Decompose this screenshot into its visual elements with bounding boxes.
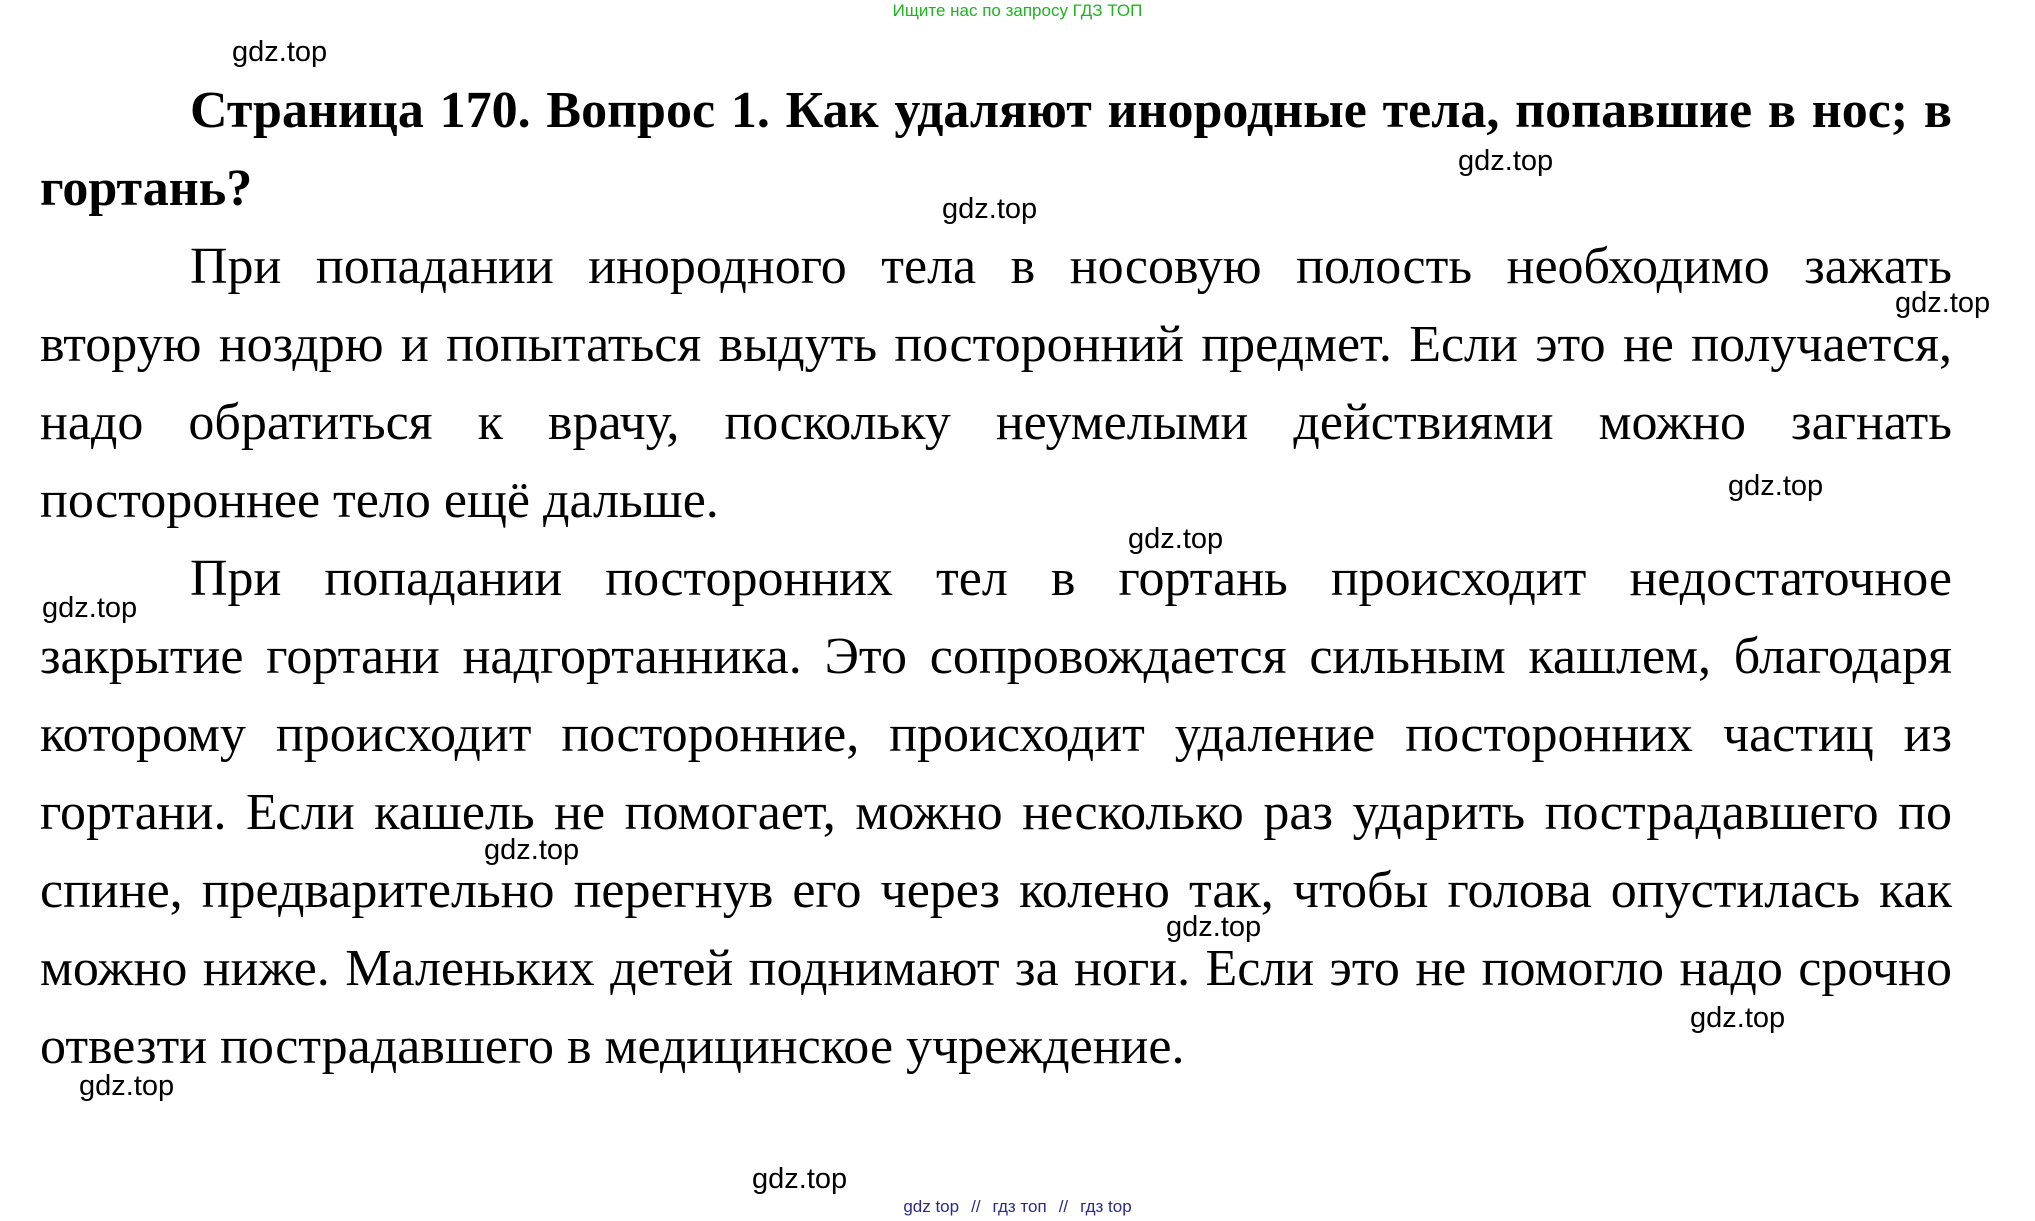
footer-links bbox=[0, 1196, 2035, 1218]
answer-paragraph-1: При попадании инородного тела в носовую полость необходимо зажать вторую ноздрю и попытаться выдуть посторонний предмет. Если это не получается, надо обратиться к врачу, поскольку неумелыми действиями можно загнать постороннее тело ещё дальше. bbox=[40, 238, 1952, 529]
watermark: gdz.top bbox=[42, 592, 138, 624]
answer-paragraph-2: При попадании посторонних тел в гортань происходит недостаточное закрытие гортани надгортанника. Это сопровождается сильным кашлем, благодаря которому происходит посторонние, происходит удаление посторонних частиц из гортани. Если кашель не помогает, можно несколько раз ударить пострадавшего по спине, предварительно перегнув его через колено так, чтобы голова опустилась как можно ниже. Маленьких детей поднимают за ноги. Если это не помогло надо срочно отвезти пострадавшего в медицинское учреждение. bbox=[40, 550, 1952, 1075]
footer-link-gdz-top-mixed[interactable]: гдз top bbox=[1080, 1197, 1132, 1216]
footer-separator: // bbox=[971, 1197, 981, 1216]
watermark: gdz.top bbox=[1166, 911, 1262, 943]
footer-link-gdz-top[interactable]: gdz top bbox=[903, 1197, 960, 1216]
watermark: gdz.top bbox=[1728, 470, 1824, 502]
watermark: gdz.top bbox=[942, 193, 1038, 225]
watermark: gdz.top bbox=[484, 834, 580, 866]
watermark: gdz.top bbox=[1895, 287, 1991, 319]
footer-separator: // bbox=[1058, 1197, 1069, 1216]
watermark: gdz.top bbox=[232, 36, 328, 68]
watermark: gdz.top bbox=[1128, 523, 1224, 555]
question-title: Страница 170. Вопрос 1. Как удаляют инородные тела, попавшие в нос; в гортань? bbox=[40, 82, 1952, 217]
watermark: gdz.top bbox=[752, 1163, 848, 1195]
search-hint-banner: Ищите нас по запросу ГДЗ ТОП bbox=[892, 1, 1143, 20]
footer-link-gdz-top-ru[interactable]: гдз топ bbox=[992, 1197, 1047, 1216]
watermark: gdz.top bbox=[79, 1070, 175, 1102]
watermark: gdz.top bbox=[1458, 145, 1554, 177]
watermark: gdz.top bbox=[1690, 1002, 1786, 1034]
